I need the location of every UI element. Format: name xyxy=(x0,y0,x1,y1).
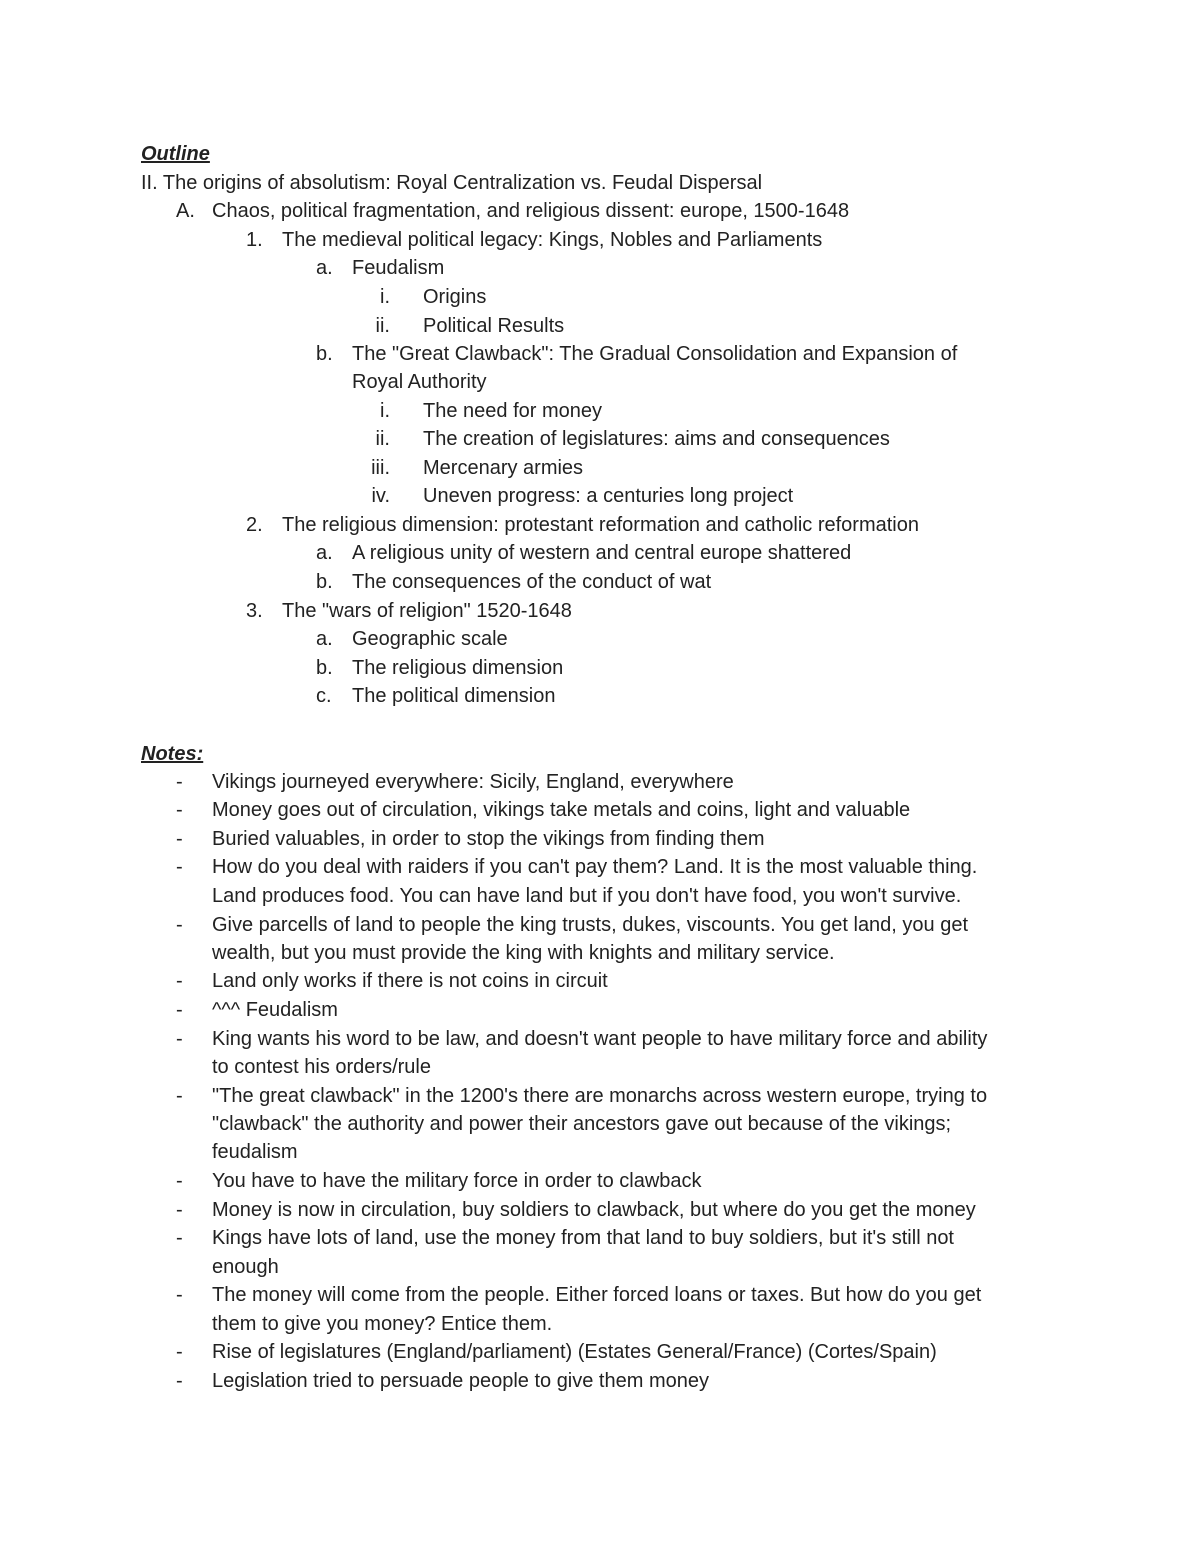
note-item: King wants his word to be law, and doesn't want people to have military force and ability xyxy=(212,1028,988,1050)
note-item: Land only works if there is not coins in circuit xyxy=(212,970,608,992)
outline-marker: 2. xyxy=(246,514,263,536)
outline-item-continuation: Royal Authority xyxy=(352,371,487,393)
bullet-dash: - xyxy=(176,828,183,850)
outline-item: A religious unity of western and central europe shattered xyxy=(352,542,852,564)
outline-marker: ii. xyxy=(375,315,390,337)
outline-marker: b. xyxy=(316,657,333,679)
note-item: You have to have the military force in order to clawback xyxy=(212,1170,702,1192)
outline-item: Geographic scale xyxy=(352,628,508,650)
outline-marker: i. xyxy=(380,286,390,308)
outline-marker: 1. xyxy=(246,229,263,251)
outline-item: The need for money xyxy=(423,400,602,422)
note-item-continuation: enough xyxy=(212,1256,279,1278)
outline-marker: iii. xyxy=(371,457,390,479)
note-item-continuation: Land produces food. You can have land but if you don't have food, you won't survive. xyxy=(212,885,962,907)
outline-item: The religious dimension: protestant reformation and catholic reformation xyxy=(282,514,919,536)
note-item-continuation: to contest his orders/rule xyxy=(212,1056,431,1078)
bullet-dash: - xyxy=(176,1170,183,1192)
outline-marker: i. xyxy=(380,400,390,422)
bullet-dash: - xyxy=(176,799,183,821)
outline-item: Feudalism xyxy=(352,257,445,279)
note-item: ^^^ Feudalism xyxy=(212,999,338,1021)
outline-item: The political dimension xyxy=(352,685,556,707)
outline-marker: c. xyxy=(316,685,332,707)
outline-item: Political Results xyxy=(423,315,565,337)
bullet-dash: - xyxy=(176,1341,183,1363)
outline-marker: ii. xyxy=(375,428,390,450)
outline-item: The "Great Clawback": The Gradual Consolidation and Expansion of xyxy=(352,343,958,365)
outline-section-title: II. The origins of absolutism: Royal Centralization vs. Feudal Dispersal xyxy=(141,172,763,194)
outline-item: Chaos, political fragmentation, and religious dissent: europe, 1500-1648 xyxy=(212,200,850,222)
outline-item: The religious dimension xyxy=(352,657,564,679)
bullet-dash: - xyxy=(176,1085,183,1107)
bullet-dash: - xyxy=(176,771,183,793)
note-item-continuation: wealth, but you must provide the king with knights and military service. xyxy=(212,942,835,964)
note-item: Give parcells of land to people the king trusts, dukes, viscounts. You get land, you get xyxy=(212,914,969,936)
outline-marker: a. xyxy=(316,628,333,650)
bullet-dash: - xyxy=(176,1199,183,1221)
bullet-dash: - xyxy=(176,1028,183,1050)
note-item: Legislation tried to persuade people to give them money xyxy=(212,1370,709,1392)
outline-item: The "wars of religion" 1520-1648 xyxy=(282,600,572,622)
outline-marker: a. xyxy=(316,257,333,279)
note-item-continuation: "clawback" the authority and power their ancestors gave out because of the vikings; xyxy=(212,1113,952,1135)
note-item: Rise of legislatures (England/parliament) (Estates General/France) (Cortes/Spain) xyxy=(212,1341,937,1363)
outline-heading: Outline xyxy=(141,143,210,165)
note-item: Vikings journeyed everywhere: Sicily, England, everywhere xyxy=(212,771,734,793)
note-item: Kings have lots of land, use the money from that land to buy soldiers, but it's still not xyxy=(212,1227,954,1249)
outline-item: Uneven progress: a centuries long project xyxy=(423,485,794,507)
notes-heading: Notes: xyxy=(141,743,204,765)
outline-marker: A. xyxy=(176,200,195,222)
note-item: Buried valuables, in order to stop the vikings from finding them xyxy=(212,828,765,850)
bullet-dash: - xyxy=(176,1370,183,1392)
outline-item: The creation of legislatures: aims and consequences xyxy=(423,428,890,450)
bullet-dash: - xyxy=(176,999,183,1021)
outline-item: Mercenary armies xyxy=(423,457,584,479)
outline-item: The medieval political legacy: Kings, Nobles and Parliaments xyxy=(282,229,823,251)
note-item: "The great clawback" in the 1200's there are monarchs across western europe, trying to xyxy=(212,1085,988,1107)
note-item: Money is now in circulation, buy soldiers to clawback, but where do you get the money xyxy=(212,1199,976,1221)
note-item: The money will come from the people. Either forced loans or taxes. But how do you get xyxy=(212,1284,982,1306)
note-item-continuation: feudalism xyxy=(212,1141,298,1163)
outline-marker: b. xyxy=(316,343,333,365)
outline-marker: b. xyxy=(316,571,333,593)
outline-marker: a. xyxy=(316,542,333,564)
bullet-dash: - xyxy=(176,914,183,936)
outline-marker: 3. xyxy=(246,600,263,622)
outline-item: The consequences of the conduct of wat xyxy=(352,571,712,593)
bullet-dash: - xyxy=(176,856,183,878)
note-item-continuation: them to give you money? Entice them. xyxy=(212,1313,553,1335)
bullet-dash: - xyxy=(176,1227,183,1249)
outline-item: Origins xyxy=(423,286,487,308)
note-item: Money goes out of circulation, vikings take metals and coins, light and valuable xyxy=(212,799,911,821)
note-item: How do you deal with raiders if you can't pay them? Land. It is the most valuable thing. xyxy=(212,856,978,878)
outline-marker: iv. xyxy=(371,485,390,507)
bullet-dash: - xyxy=(176,1284,183,1306)
bullet-dash: - xyxy=(176,970,183,992)
